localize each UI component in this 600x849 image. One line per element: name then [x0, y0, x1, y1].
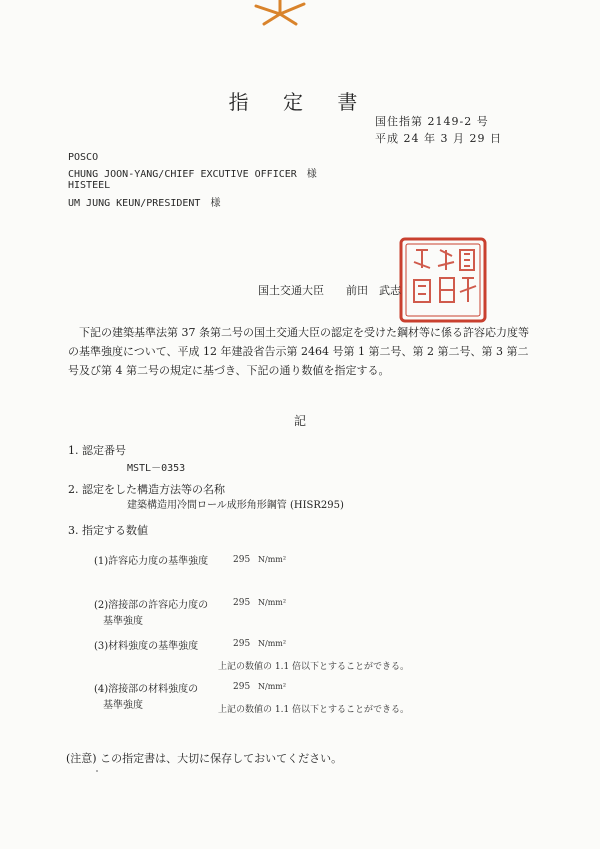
body-paragraph: 下記の建築基準法第 37 条第二号の国土交通大臣の認定を受けた鋼材等に係る許容応力度等の基準強度について、平成 12 年建設省告示第 2464 号第 1 第二号、第 2 第二号、第 3 第二号及び第 4 第二号の規定に基づき、下記の通り数値を指定する。: [68, 326, 529, 377]
value-2-unit: N/mm²: [258, 598, 287, 607]
value-4-label: (4)溶接部の材料強度の: [94, 684, 199, 695]
value-1-number: 295: [233, 555, 251, 565]
section-2-heading: 2. 認定をした構造方法等の名称: [68, 483, 225, 496]
value-1-unit: N/mm²: [258, 555, 287, 564]
addressee-person-2: UM JUNG KEUN/PRESIDENT 様: [68, 198, 221, 209]
value-3-unit: N/mm²: [258, 639, 287, 648]
value-4-label-cont: 基準強度: [103, 700, 143, 711]
value-4-number: 295: [233, 682, 251, 692]
certification-number: MSTL－0353: [127, 463, 186, 474]
ki-heading: 記: [293, 414, 306, 428]
value-2-number: 295: [233, 598, 251, 608]
value-2-label: (2)溶接部の許容応力度の: [94, 600, 209, 611]
section-1-heading: 1. 認定番号: [68, 444, 126, 457]
document-date: 平成 24 年 3 月 29 日: [375, 132, 502, 145]
value-3-label: (3)材料強度の基準強度: [94, 641, 199, 652]
section-3-heading: 3. 指定する数値: [68, 524, 148, 537]
value-3-number: 295: [233, 639, 251, 649]
footer-note: (注意) この指定書は、大切に保存しておいてください。: [66, 752, 343, 765]
addressee-company-1: POSCO: [68, 152, 99, 163]
addressee-person-1: CHUNG JOON-YANG/CHIEF EXCUTIVE OFFICER 様: [68, 169, 317, 180]
structural-method-name: 建築構造用冷間ロール成形角形鋼管 (HISR295): [127, 500, 344, 511]
value-4-note: 上記の数値の 1.1 倍以下とすることができる。: [218, 705, 410, 715]
official-seal: [398, 236, 488, 324]
value-1-label: (1)許容応力度の基準強度: [94, 556, 209, 567]
document-number: 国住指第 2149-2 号: [375, 115, 489, 128]
document-title: 指 定 書: [228, 90, 372, 114]
value-2-label-cont: 基準強度: [103, 616, 143, 627]
value-3-note: 上記の数値の 1.1 倍以下とすることができる。: [218, 662, 410, 672]
stray-mark: [96, 770, 98, 772]
issuer-name: 国土交通大臣 前田 武志: [258, 284, 401, 297]
addressee-company-2: HISTEEL: [68, 180, 111, 191]
value-4-unit: N/mm²: [258, 682, 287, 691]
top-stamp-mark: [252, 0, 308, 26]
